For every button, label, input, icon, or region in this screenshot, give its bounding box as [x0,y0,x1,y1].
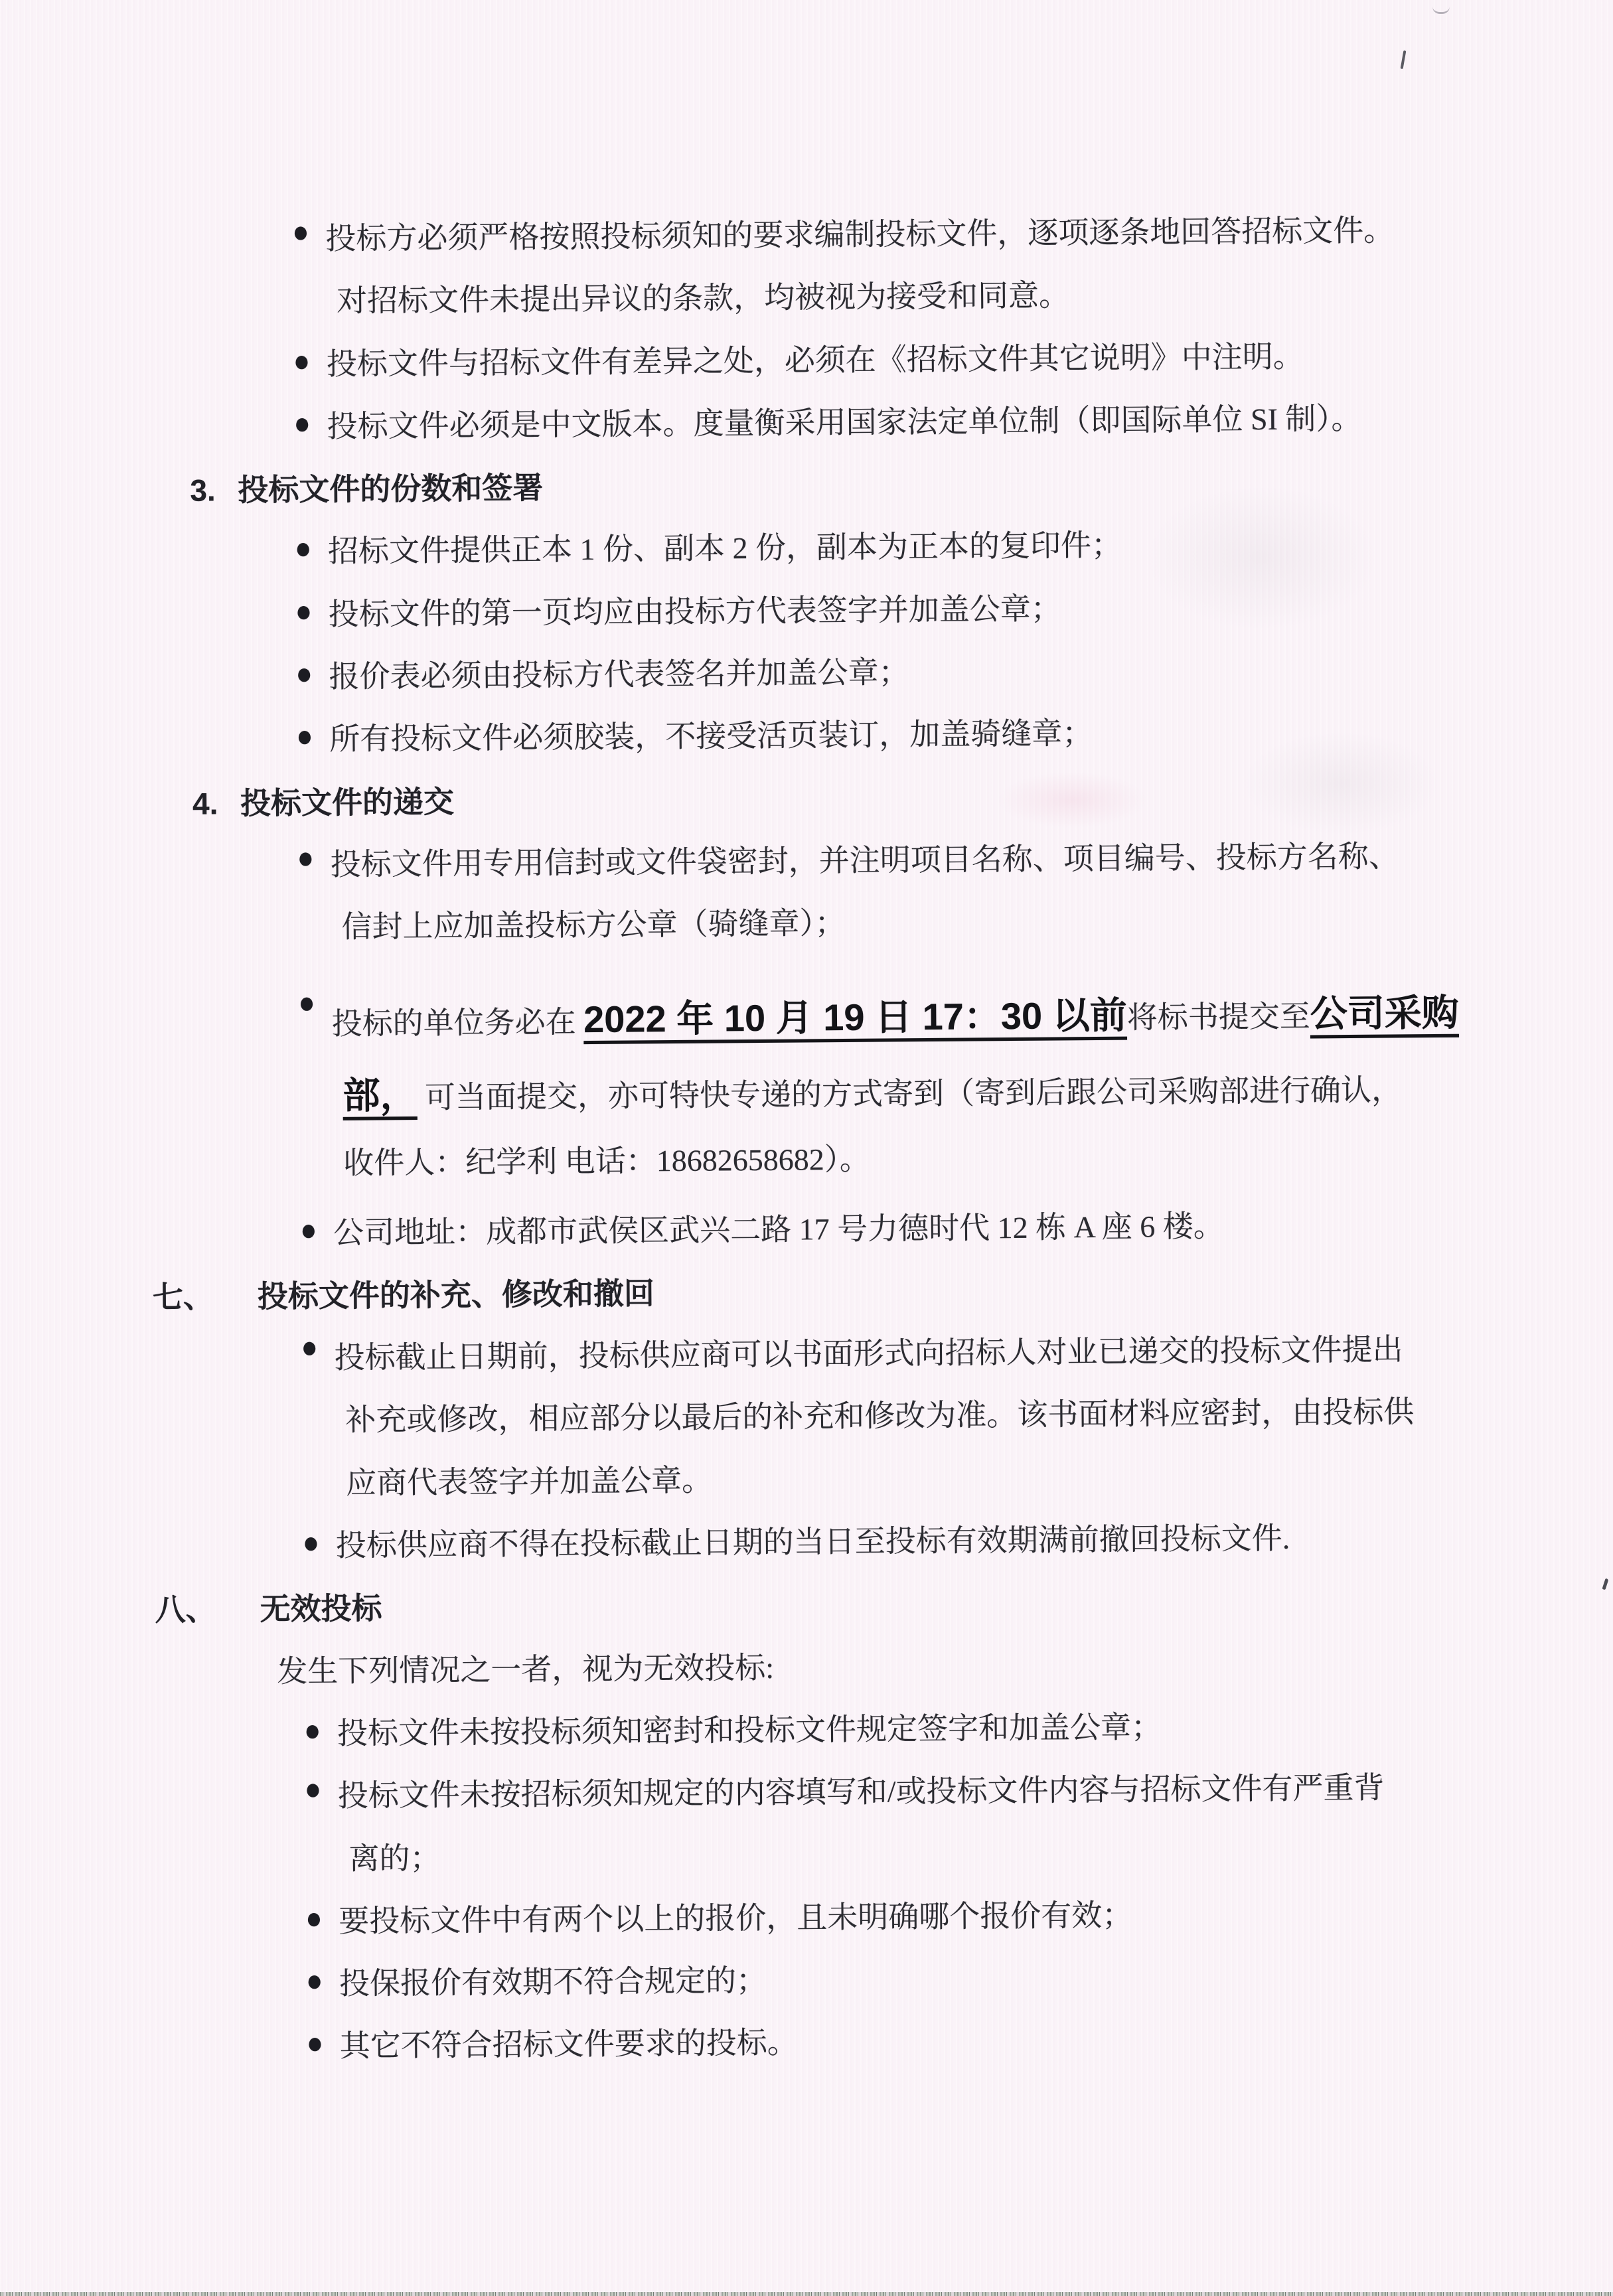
scan-artifact-curl [1432,7,1450,14]
list-item-text [337,1756,1513,1890]
body-text: 信封上应加盖投标方公章（骑缝章）； [341,906,846,945]
body-text: 投标截止日期前，投标供应商可以书面形式向招标人对业已递交的投标文件提出 [334,1332,1403,1375]
body-text: 投标供应商不得在投标截止日期的当日至投标有效期满前撤回投标文件. [335,1521,1290,1563]
body-text: 投标文件未按投标须知密封和投标文件规定签字和加盖公章； [337,1710,1162,1750]
scan-artifact-mark [1602,1578,1608,1590]
emphasized-text: 2022 年 10 月 19 日 17：30 以前 [583,994,1127,1040]
body-text: 投标文件的第一页均应由投标方代表签字并加盖公章； [328,591,1061,631]
bullet-icon: ● [293,344,311,379]
body-text: 公司地址：成都市武侯区武兴二路 17 号力德时代 12 栋 A 座 6 楼。 [333,1209,1224,1250]
bullet-icon: ● [298,986,315,1020]
bullet-icon: ● [306,2027,324,2062]
body-text: 投保报价有效期不符合规定的； [339,1963,767,2001]
section-heading [152,1255,1509,1328]
scan-artifact-tick [1401,50,1407,69]
body-text: 所有投标文件必须胶装，不接受活页装订，加盖骑缝章； [329,716,1093,757]
body-text: 要投标文件中有两个以上的报价，且未明确哪个报价有效； [339,1898,1133,1938]
paragraph [277,1631,1512,1703]
list-item-text [339,1944,1515,2015]
list-item-text [335,1505,1511,1577]
list-item [293,386,1502,459]
list-item-text [328,512,1503,583]
list-item [298,975,1507,1194]
list-item-text [330,824,1505,958]
list-item [301,1318,1510,1515]
list-item [295,512,1503,584]
list-item-text [331,975,1507,1194]
list-item-text [326,324,1501,396]
body-text: 收件人：纪学利 电话：18682658682）。 [343,1142,870,1180]
bullet-icon: ● [305,1901,323,1936]
bullet-icon: ● [296,720,313,755]
section-title: 投标文件的份数和签署 [238,470,544,508]
list-item-text [329,637,1504,708]
list-item-text [328,574,1503,646]
list-item [302,1505,1511,1578]
list-item-text [333,1193,1509,1264]
emphasized-text: 部， [343,1073,418,1116]
bullet-icon: ● [305,1964,323,1999]
emphasized-text: 公司采购 [1310,991,1459,1035]
list-item [305,1881,1514,1953]
body-text: 报价表必须由投标方代表签名并加盖公章； [329,655,909,694]
body-text: 投标的单位务必在 [331,1004,584,1041]
body-text: 对招标文件未提出异议的条款，均被视为接受和同意。 [336,278,1070,319]
body-text: 可当面提交，亦可特快专递的方式寄到（寄到后跟公司采购部进行确认， [417,1072,1403,1114]
scanner-edge-strip [0,2292,1613,2296]
list-item [297,824,1505,959]
body-text: 投标文件必须是中文版本。度量衡采用国家法定单位制（即国际单位 SI 制）。 [327,401,1362,443]
body-text: 投标文件与招标文件有差异之处，必须在《招标文件其它说明》中注明。 [326,339,1304,381]
section-number: 八、 [155,1592,216,1628]
list-item [304,1756,1513,1890]
section-number: 3. [190,473,216,508]
bullet-icon: ● [295,594,313,629]
body-text: 离的； [348,1841,441,1876]
bullet-icon: ● [295,657,313,692]
list-item-text [325,198,1501,333]
section-number: 七、 [152,1279,214,1315]
list-item-text [334,1318,1510,1515]
list-item [295,637,1504,709]
list-item [293,324,1501,396]
bullet-icon: ● [302,1526,320,1561]
list-item-text [339,2007,1515,2078]
body-text: 招标文件提供正本 1 份、副本 2 份，副本为正本的复印件； [327,528,1122,569]
body-text: 投标文件用专用信封或文件袋密封，并注明项目名称、项目编号、投标方名称、 [330,839,1399,882]
bullet-icon: ● [292,215,309,250]
bullet-icon: ● [304,1772,322,1807]
section-title: 无效投标 [260,1590,382,1627]
section-heading [190,449,1503,522]
list-item [306,1944,1515,2016]
list-item [296,700,1505,772]
list-item [300,1193,1509,1265]
section-heading [155,1568,1511,1641]
section-title: 投标文件的递交 [240,784,455,820]
section-heading [192,762,1505,835]
bullet-icon: ● [293,406,311,441]
body-text: 补充或修改，相应部分以最后的补充和修改为准。该书面材料应密封，由投标供 [345,1395,1415,1438]
list-item-text [329,700,1505,771]
body-text: 其它不符合招标文件要求的投标。 [339,2026,798,2064]
body-text: 投标方必须严格按照投标须知的要求编制投标文件，逐项逐条地回答招标文件。 [325,213,1395,256]
section-number: 4. [192,786,218,821]
bullet-icon: ● [303,1713,321,1748]
document-content [0,198,1515,2080]
bullet-icon: ● [297,841,315,876]
list-item [295,574,1503,647]
bullet-icon: ● [294,532,312,567]
list-item [306,2007,1515,2079]
list-item [304,1693,1513,1766]
body-text: 将标书提交至 [1126,999,1310,1035]
section-title: 投标文件的补充、修改和撤回 [257,1276,655,1314]
body-text: 发生下列情况之一者，视为无效投标: [277,1650,775,1689]
body-text: 投标文件未按招标须知规定的内容填写和/或投标文件内容与招标文件有严重背 [337,1770,1385,1813]
bullet-icon: ● [299,1213,317,1248]
list-item [292,198,1501,333]
list-item-text [339,1881,1514,1953]
list-item-text [337,1693,1513,1765]
body-text: 应商代表签字并加盖公章。 [345,1463,713,1500]
bullet-icon: ● [301,1330,319,1365]
list-item-text [327,386,1502,458]
